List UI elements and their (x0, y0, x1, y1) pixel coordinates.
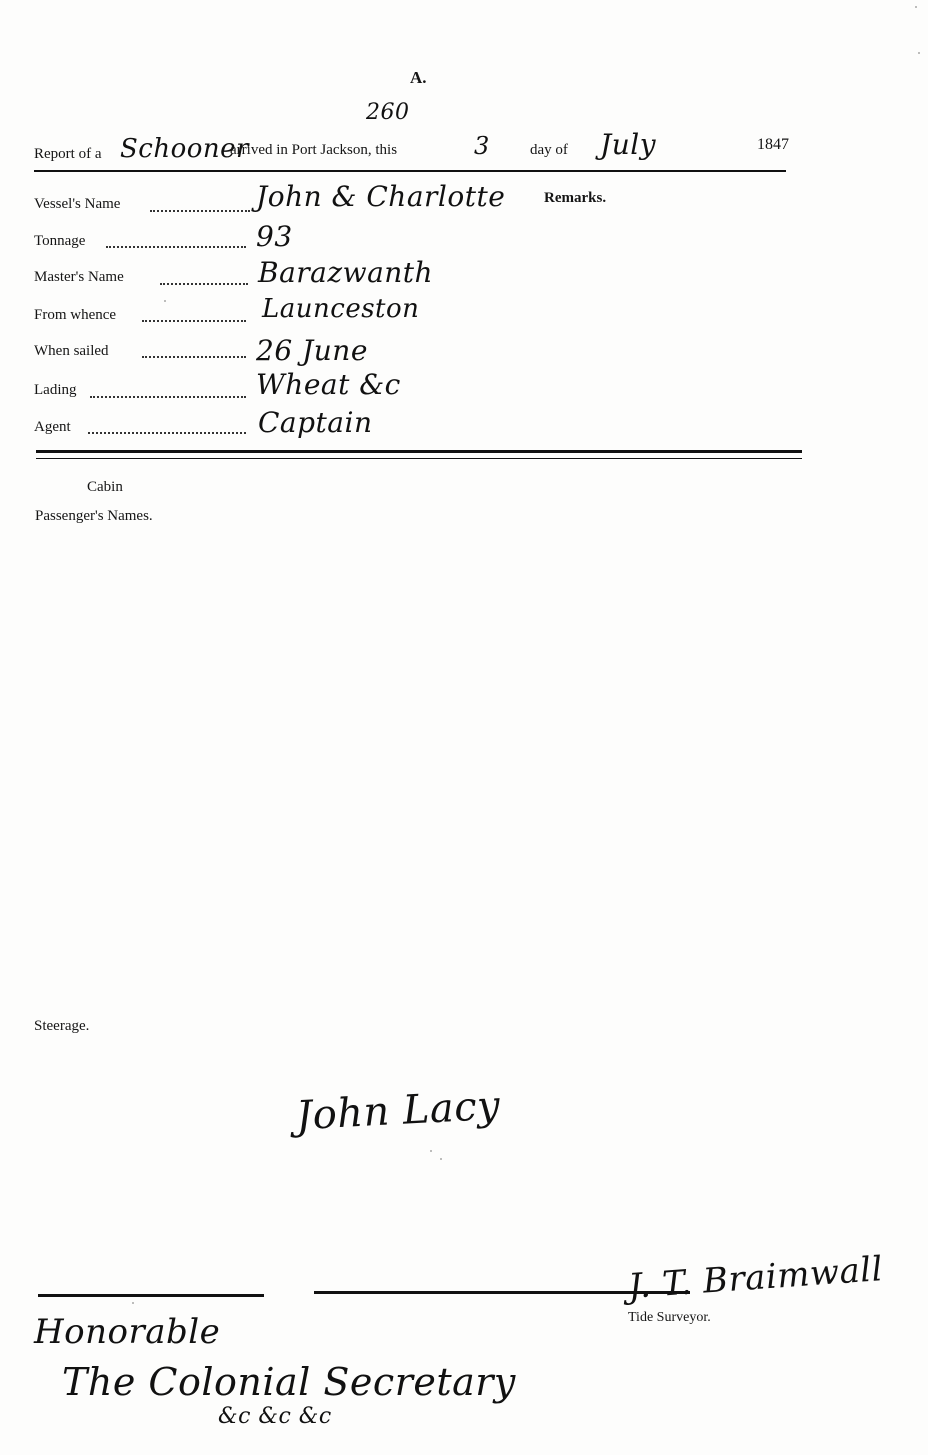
master-signature: John Lacy (294, 1082, 502, 1140)
scan-speck (430, 1150, 432, 1152)
addressee-line2: The Colonial Secretary (62, 1360, 516, 1404)
from-whence-leader (142, 320, 246, 322)
lading-leader (90, 396, 246, 398)
surveyor-label: Tide Surveyor. (628, 1310, 711, 1325)
addressee-line3: &c &c &c (218, 1404, 332, 1429)
bottom-rule-left (38, 1294, 264, 1297)
tonnage-value: 93 (256, 220, 293, 253)
agent-label: Agent (34, 419, 71, 435)
vessel-name-value: John & Charlotte (256, 180, 506, 213)
scan-speck (440, 1158, 442, 1160)
scan-speck (132, 1302, 134, 1304)
tonnage-leader (106, 246, 246, 248)
form-number: 260 (366, 100, 410, 125)
vessel-type: Schooner (120, 134, 249, 164)
scan-speck (915, 6, 917, 8)
lading-value: Wheat &c (256, 368, 401, 401)
steerage-label: Steerage. (34, 1018, 90, 1034)
vessel-name-label: Vessel's Name (34, 196, 121, 212)
scan-speck (164, 300, 166, 302)
from-whence-label: From whence (34, 307, 117, 323)
from-whence-value: Launceston (262, 294, 420, 324)
lading-label: Lading (34, 382, 77, 398)
when-sailed-value: 26 June (256, 334, 368, 367)
arrival-day: 3 (474, 132, 490, 160)
when-sailed-label: When sailed (34, 343, 109, 359)
addressee-line1: Honorable (34, 1312, 221, 1352)
agent-leader (88, 432, 246, 434)
cabin-label: Cabin (87, 479, 123, 495)
fields-bottom-rule (36, 450, 802, 453)
vessel-name-leader (150, 210, 250, 212)
header-rule (34, 170, 786, 172)
form-letter: A. (410, 68, 427, 87)
scan-speck (918, 52, 920, 54)
arrival-month: July (600, 128, 657, 161)
remarks-label: Remarks. (544, 190, 607, 206)
master-name-label: Master's Name (34, 269, 124, 285)
tonnage-label: Tonnage (34, 233, 86, 249)
surveyor-signature: J. T. Braimwall (626, 1249, 885, 1307)
day-of-text: day of (530, 142, 568, 158)
agent-value: Captain (258, 406, 373, 439)
fields-bottom-rule-thin (36, 458, 802, 459)
when-sailed-leader (142, 356, 246, 358)
arrived-text: arrived in Port Jackson, this (230, 142, 398, 158)
report-prefix: Report of a (34, 146, 102, 162)
arrival-year: 1847 (757, 136, 789, 153)
master-name-value: Barazwanth (258, 256, 434, 289)
passengers-label: Passenger's Names. (35, 508, 153, 524)
master-name-leader (160, 283, 248, 285)
